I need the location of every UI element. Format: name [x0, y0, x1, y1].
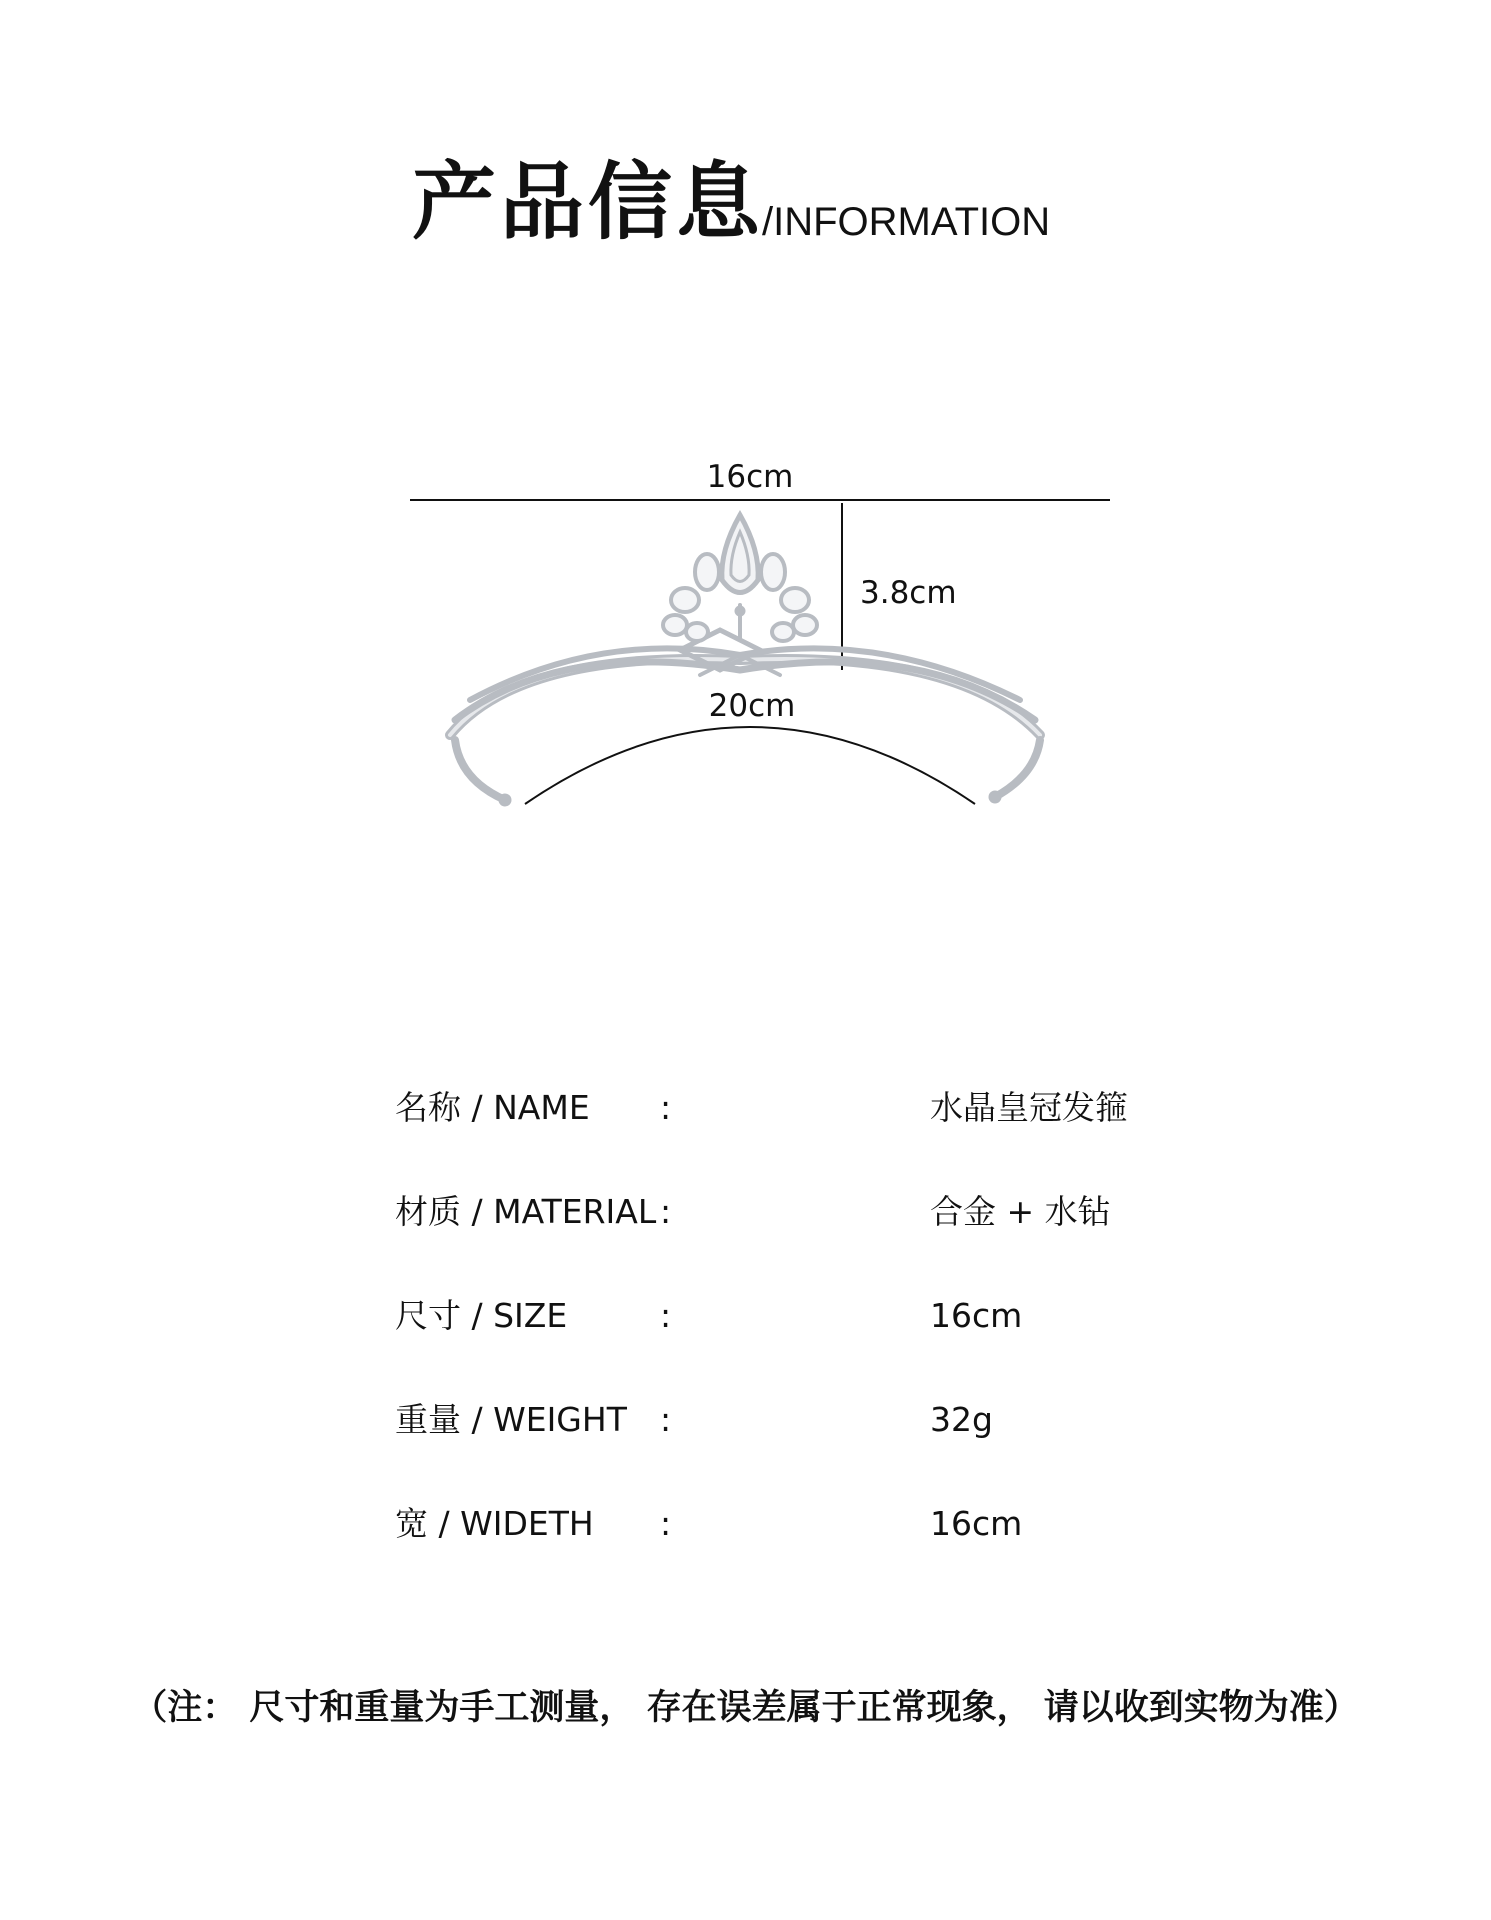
- spec-colon: :: [660, 1088, 672, 1127]
- spec-colon: :: [660, 1296, 672, 1335]
- width-label: 16cm: [706, 459, 794, 495]
- spec-colon: :: [660, 1504, 672, 1543]
- spec-row-width: [0, 1494, 1491, 1554]
- spec-value: 32g: [930, 1400, 993, 1439]
- spec-label: 材质 / MATERIAL: [395, 1192, 657, 1231]
- spec-row-size: [0, 1286, 1491, 1346]
- page-subtitle: /INFORMATION: [762, 200, 1051, 244]
- disclaimer-note: （注： 尺寸和重量为手工测量， 存在误差属于正常现象， 请以收到实物为准）: [132, 1688, 1359, 1728]
- spec-colon: :: [660, 1192, 672, 1231]
- spec-value: 16cm: [930, 1504, 1023, 1543]
- spec-value: 水晶皇冠发箍: [930, 1088, 1128, 1127]
- band-label: 20cm: [708, 688, 796, 724]
- product-dimension-diagram: [0, 0, 1491, 900]
- spec-label: 名称 / NAME: [395, 1088, 590, 1127]
- spec-label: 尺寸 / SIZE: [395, 1296, 568, 1335]
- spec-value: 合金 + 水钻: [930, 1192, 1111, 1231]
- spec-row-weight: [0, 1390, 1491, 1450]
- spec-label: 重量 / WEIGHT: [395, 1400, 627, 1439]
- tiara-image: [450, 515, 1040, 806]
- height-label: 3.8cm: [860, 575, 957, 611]
- band-dimension-arc: [525, 727, 975, 804]
- spec-row-material: [0, 1182, 1491, 1242]
- spec-colon: :: [660, 1400, 672, 1439]
- spec-label: 宽 / WIDETH: [395, 1504, 594, 1543]
- spec-value: 16cm: [930, 1296, 1023, 1335]
- page-title: 产品信息: [412, 153, 765, 251]
- spec-row-name: [0, 1078, 1491, 1138]
